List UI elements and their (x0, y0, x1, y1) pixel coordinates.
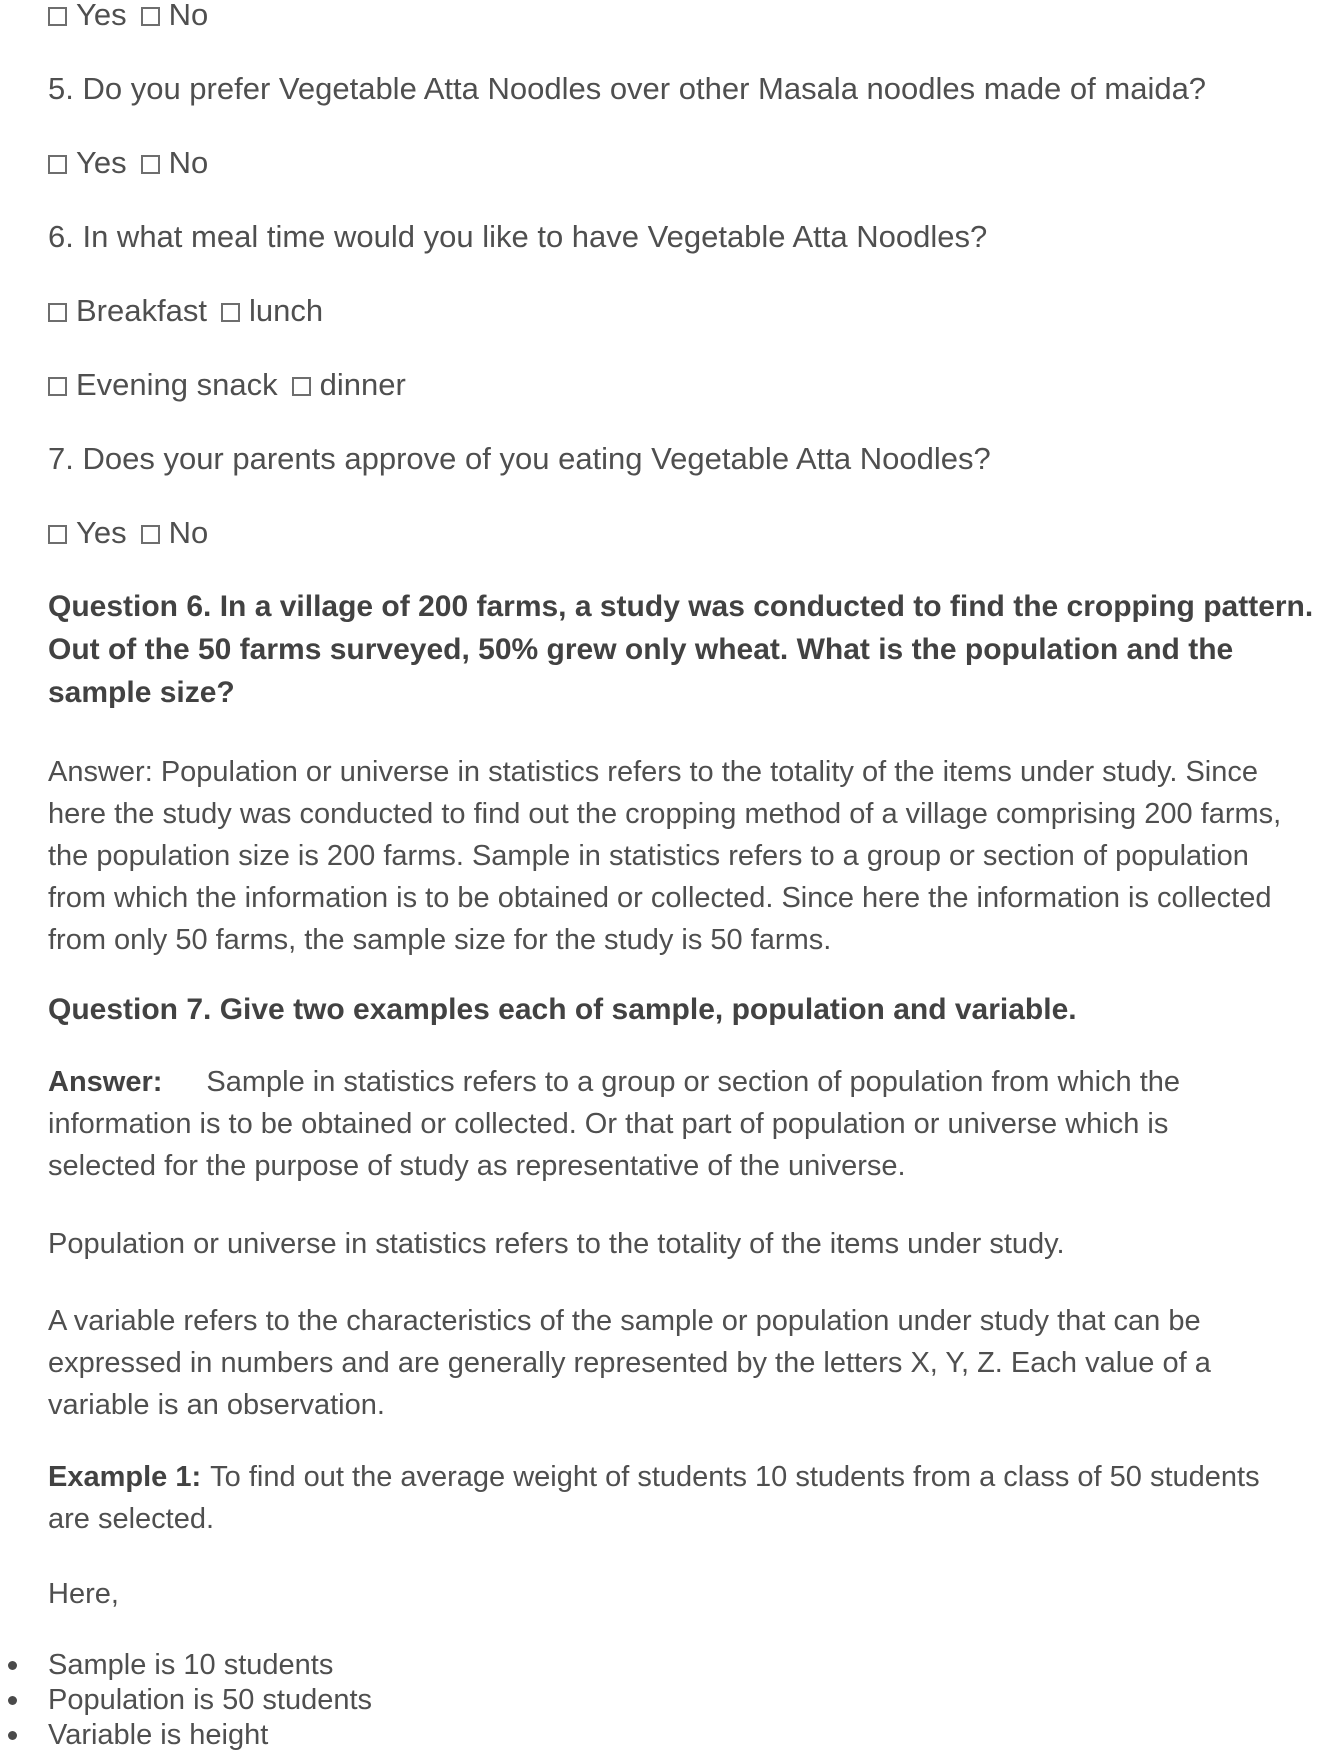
checkbox-label: lunch (248, 293, 324, 328)
checkbox-label: Breakfast (76, 293, 207, 328)
list-item (48, 1683, 1344, 1718)
checkbox-label: No (168, 0, 209, 32)
checkbox-row-yes-no-2 (48, 141, 1344, 184)
paragraph-line: variable is an observation. (48, 1389, 385, 1421)
survey-question-7: 7. Does your parents approve of you eating Vegetable Atta Noodles? (48, 441, 991, 476)
paragraph-line (48, 1061, 1344, 1103)
bullet-list (48, 1648, 1344, 1753)
answer-6-paragraph (48, 751, 1344, 961)
paragraph-line: selected for the purpose of study as representative of the universe. (48, 1150, 906, 1182)
example-label: Example 1: (48, 1461, 202, 1493)
heading-line: Question 6. In a village of 200 farms, a study was conducted to find the cropping pattern. (48, 590, 1314, 623)
checkbox-lunch[interactable] (221, 303, 240, 322)
checkbox-label: No (168, 145, 209, 180)
survey-question-6: 6. In what meal time would you like to have Vegetable Atta Noodles? (48, 219, 988, 254)
checkbox-evening-snack[interactable] (48, 377, 67, 396)
paragraph-line: from which the information is to be obtained or collected. Since here the information is collected (48, 882, 1272, 914)
option-no (141, 0, 209, 36)
checkbox-label: No (168, 515, 209, 550)
paragraph-line: the population size is 200 farms. Sample in statistics refers to a group or section of population (48, 840, 1249, 872)
checkbox-row-yes-no-3 (48, 511, 1344, 554)
bullet-icon (8, 1696, 17, 1705)
option-no (141, 511, 209, 554)
paragraph-line: expressed in numbers and are generally represented by the letters X, Y, Z. Each value of a (48, 1347, 1211, 1379)
bullet-icon (8, 1661, 17, 1670)
checkbox-no[interactable] (141, 525, 160, 544)
heading-line: Out of the 50 farms surveyed, 50% grew only wheat. What is the population and the (48, 633, 1234, 666)
option-yes (48, 0, 127, 36)
checkbox-label: Yes (76, 145, 127, 180)
paragraph-text: To find out the average weight of students 10 students from a class of 50 students (210, 1461, 1260, 1493)
here-label: Here, (48, 1578, 119, 1610)
checkbox-label: Yes (76, 0, 127, 32)
checkbox-label: dinner (319, 367, 406, 402)
paragraph-text: Sample in statistics refers to a group or section of population from which the (206, 1066, 1181, 1098)
checkbox-row-snack-dinner (48, 363, 1344, 406)
checkbox-no[interactable] (141, 7, 160, 26)
list-item-text: Sample is 10 students (48, 1649, 334, 1681)
variable-definition (48, 1300, 1344, 1426)
option-breakfast (48, 289, 207, 332)
answer-label: Answer: (48, 1066, 163, 1098)
option-dinner (292, 363, 406, 406)
list-item (48, 1718, 1344, 1753)
paragraph-line: information is to be obtained or collected. Or that part of population or universe which is (48, 1108, 1169, 1140)
paragraph-line: are selected. (48, 1503, 215, 1535)
question-7-heading: Question 7. Give two examples each of sample, population and variable. (48, 993, 1077, 1026)
paragraph-line: A variable refers to the characteristics of the sample or population under study that can be (48, 1305, 1201, 1337)
checkbox-label: Yes (76, 515, 127, 550)
checkbox-label: Evening snack (76, 367, 278, 402)
checkbox-yes[interactable] (48, 155, 67, 174)
option-yes (48, 511, 127, 554)
option-yes (48, 141, 127, 184)
list-item-text: Variable is height (48, 1719, 269, 1751)
paragraph-line: Answer: Population or universe in statistics refers to the totality of the items under study. Since (48, 756, 1258, 788)
heading-line: sample size? (48, 676, 235, 709)
population-definition: Population or universe in statistics refers to the totality of the items under study. (48, 1228, 1065, 1260)
checkbox-dinner[interactable] (292, 377, 311, 396)
question-6-heading (48, 585, 1344, 714)
paragraph-line: here the study was conducted to find out the cropping method of a village comprising 200 farms, (48, 798, 1282, 830)
checkbox-no[interactable] (141, 155, 160, 174)
option-no (141, 141, 209, 184)
list-item-text: Population is 50 students (48, 1684, 373, 1716)
checkbox-row-breakfast-lunch (48, 289, 1344, 332)
checkbox-breakfast[interactable] (48, 303, 67, 322)
answer-7-paragraph (48, 1061, 1344, 1187)
list-item (48, 1648, 1344, 1683)
option-evening-snack (48, 363, 278, 406)
bullet-icon (8, 1731, 17, 1740)
survey-question-5: 5. Do you prefer Vegetable Atta Noodles over other Masala noodles made of maida? (48, 71, 1207, 106)
option-lunch (221, 289, 323, 332)
example-1-paragraph (48, 1456, 1344, 1540)
paragraph-line (48, 1456, 1344, 1498)
checkbox-yes[interactable] (48, 525, 67, 544)
checkbox-row-yes-no-1 (48, 0, 1344, 36)
checkbox-yes[interactable] (48, 7, 67, 26)
paragraph-line: from only 50 farms, the sample size for the study is 50 farms. (48, 924, 832, 956)
